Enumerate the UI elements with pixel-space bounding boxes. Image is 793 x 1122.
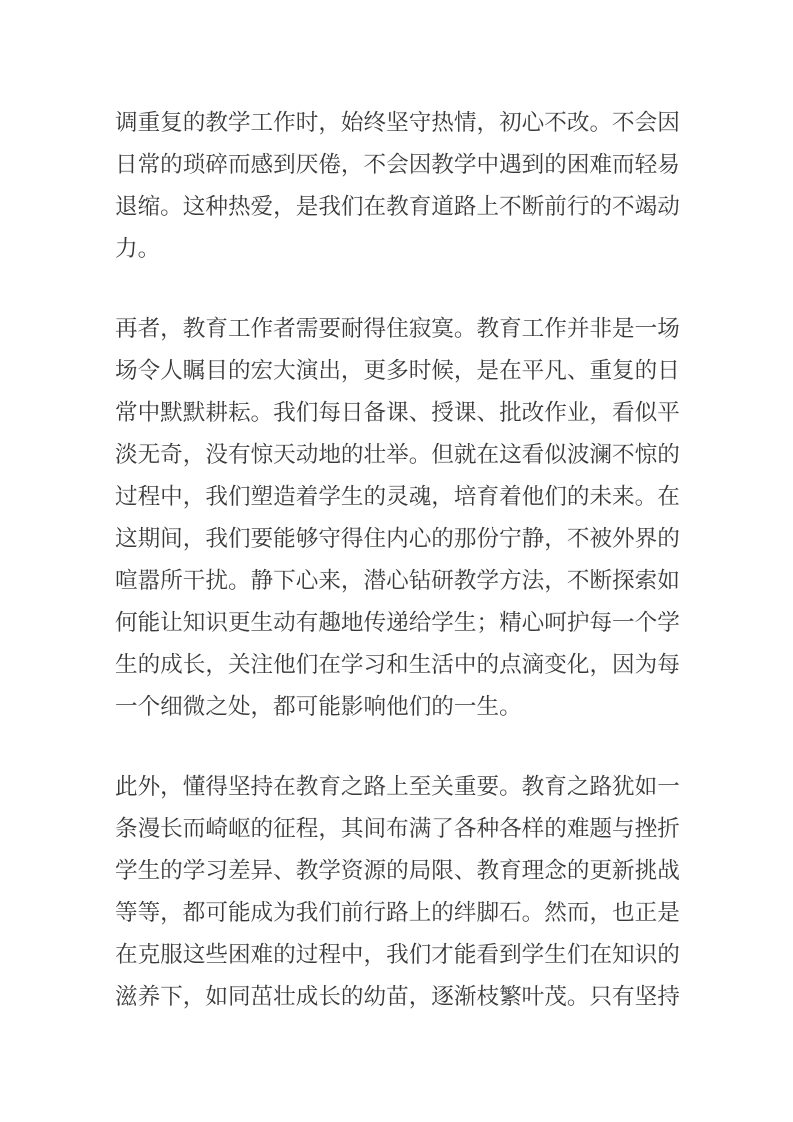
- text-line: 常中默默耕耘。我们每日备课、授课、批改作业，看似平: [115, 400, 680, 425]
- text-line: 在克服这些困难的过程中，我们才能看到学生们在知识的: [115, 942, 680, 967]
- text-line: 日常的琐碎而感到厌倦，不会因教学中遇到的困难而轻易: [115, 152, 680, 177]
- text-line: 再者，教育工作者需要耐得住寂寞。教育工作并非是一场: [115, 316, 680, 341]
- paragraph: [115, 308, 680, 728]
- text-line: 调重复的教学工作时，始终坚守热情，初心不改。不会因: [115, 110, 680, 135]
- text-line: 一个细微之处，都可能影响他们的一生。: [115, 694, 522, 719]
- text-line: 滋养下，如同茁壮成长的幼苗，逐渐枝繁叶茂。只有坚持: [115, 984, 680, 1009]
- text-line: 淡无奇，没有惊天动地的壮举。但就在这看似波澜不惊的: [115, 442, 680, 467]
- text-line: 力。: [115, 236, 161, 261]
- text-line: 过程中，我们塑造着学生的灵魂，培育着他们的未来。在: [115, 484, 680, 509]
- paragraph: [115, 102, 680, 270]
- text-line: 退缩。这种热爱，是我们在教育道路上不断前行的不竭动: [115, 194, 680, 219]
- text-line: 等等，都可能成为我们前行路上的绊脚石。然而，也正是: [115, 900, 680, 925]
- text-line: 场令人瞩目的宏大演出，更多时候，是在平凡、重复的日: [115, 358, 680, 383]
- paragraph: [115, 766, 680, 1018]
- text-line: 这期间，我们要能够守得住内心的那份宁静，不被外界的: [115, 526, 680, 551]
- text-line: 条漫长而崎岖的征程，其间布满了各种各样的难题与挫折: [115, 816, 680, 841]
- text-line: 生的成长，关注他们在学习和生活中的点滴变化，因为每: [115, 652, 680, 677]
- text-line: 学生的学习差异、教学资源的局限、教育理念的更新挑战: [115, 858, 680, 883]
- text-line: 喧嚣所干扰。静下心来，潜心钻研教学方法，不断探索如: [115, 568, 680, 593]
- text-line: 何能让知识更生动有趣地传递给学生；精心呵护每一个学: [115, 610, 680, 635]
- text-line: 此外，懂得坚持在教育之路上至关重要。教育之路犹如一: [115, 774, 680, 799]
